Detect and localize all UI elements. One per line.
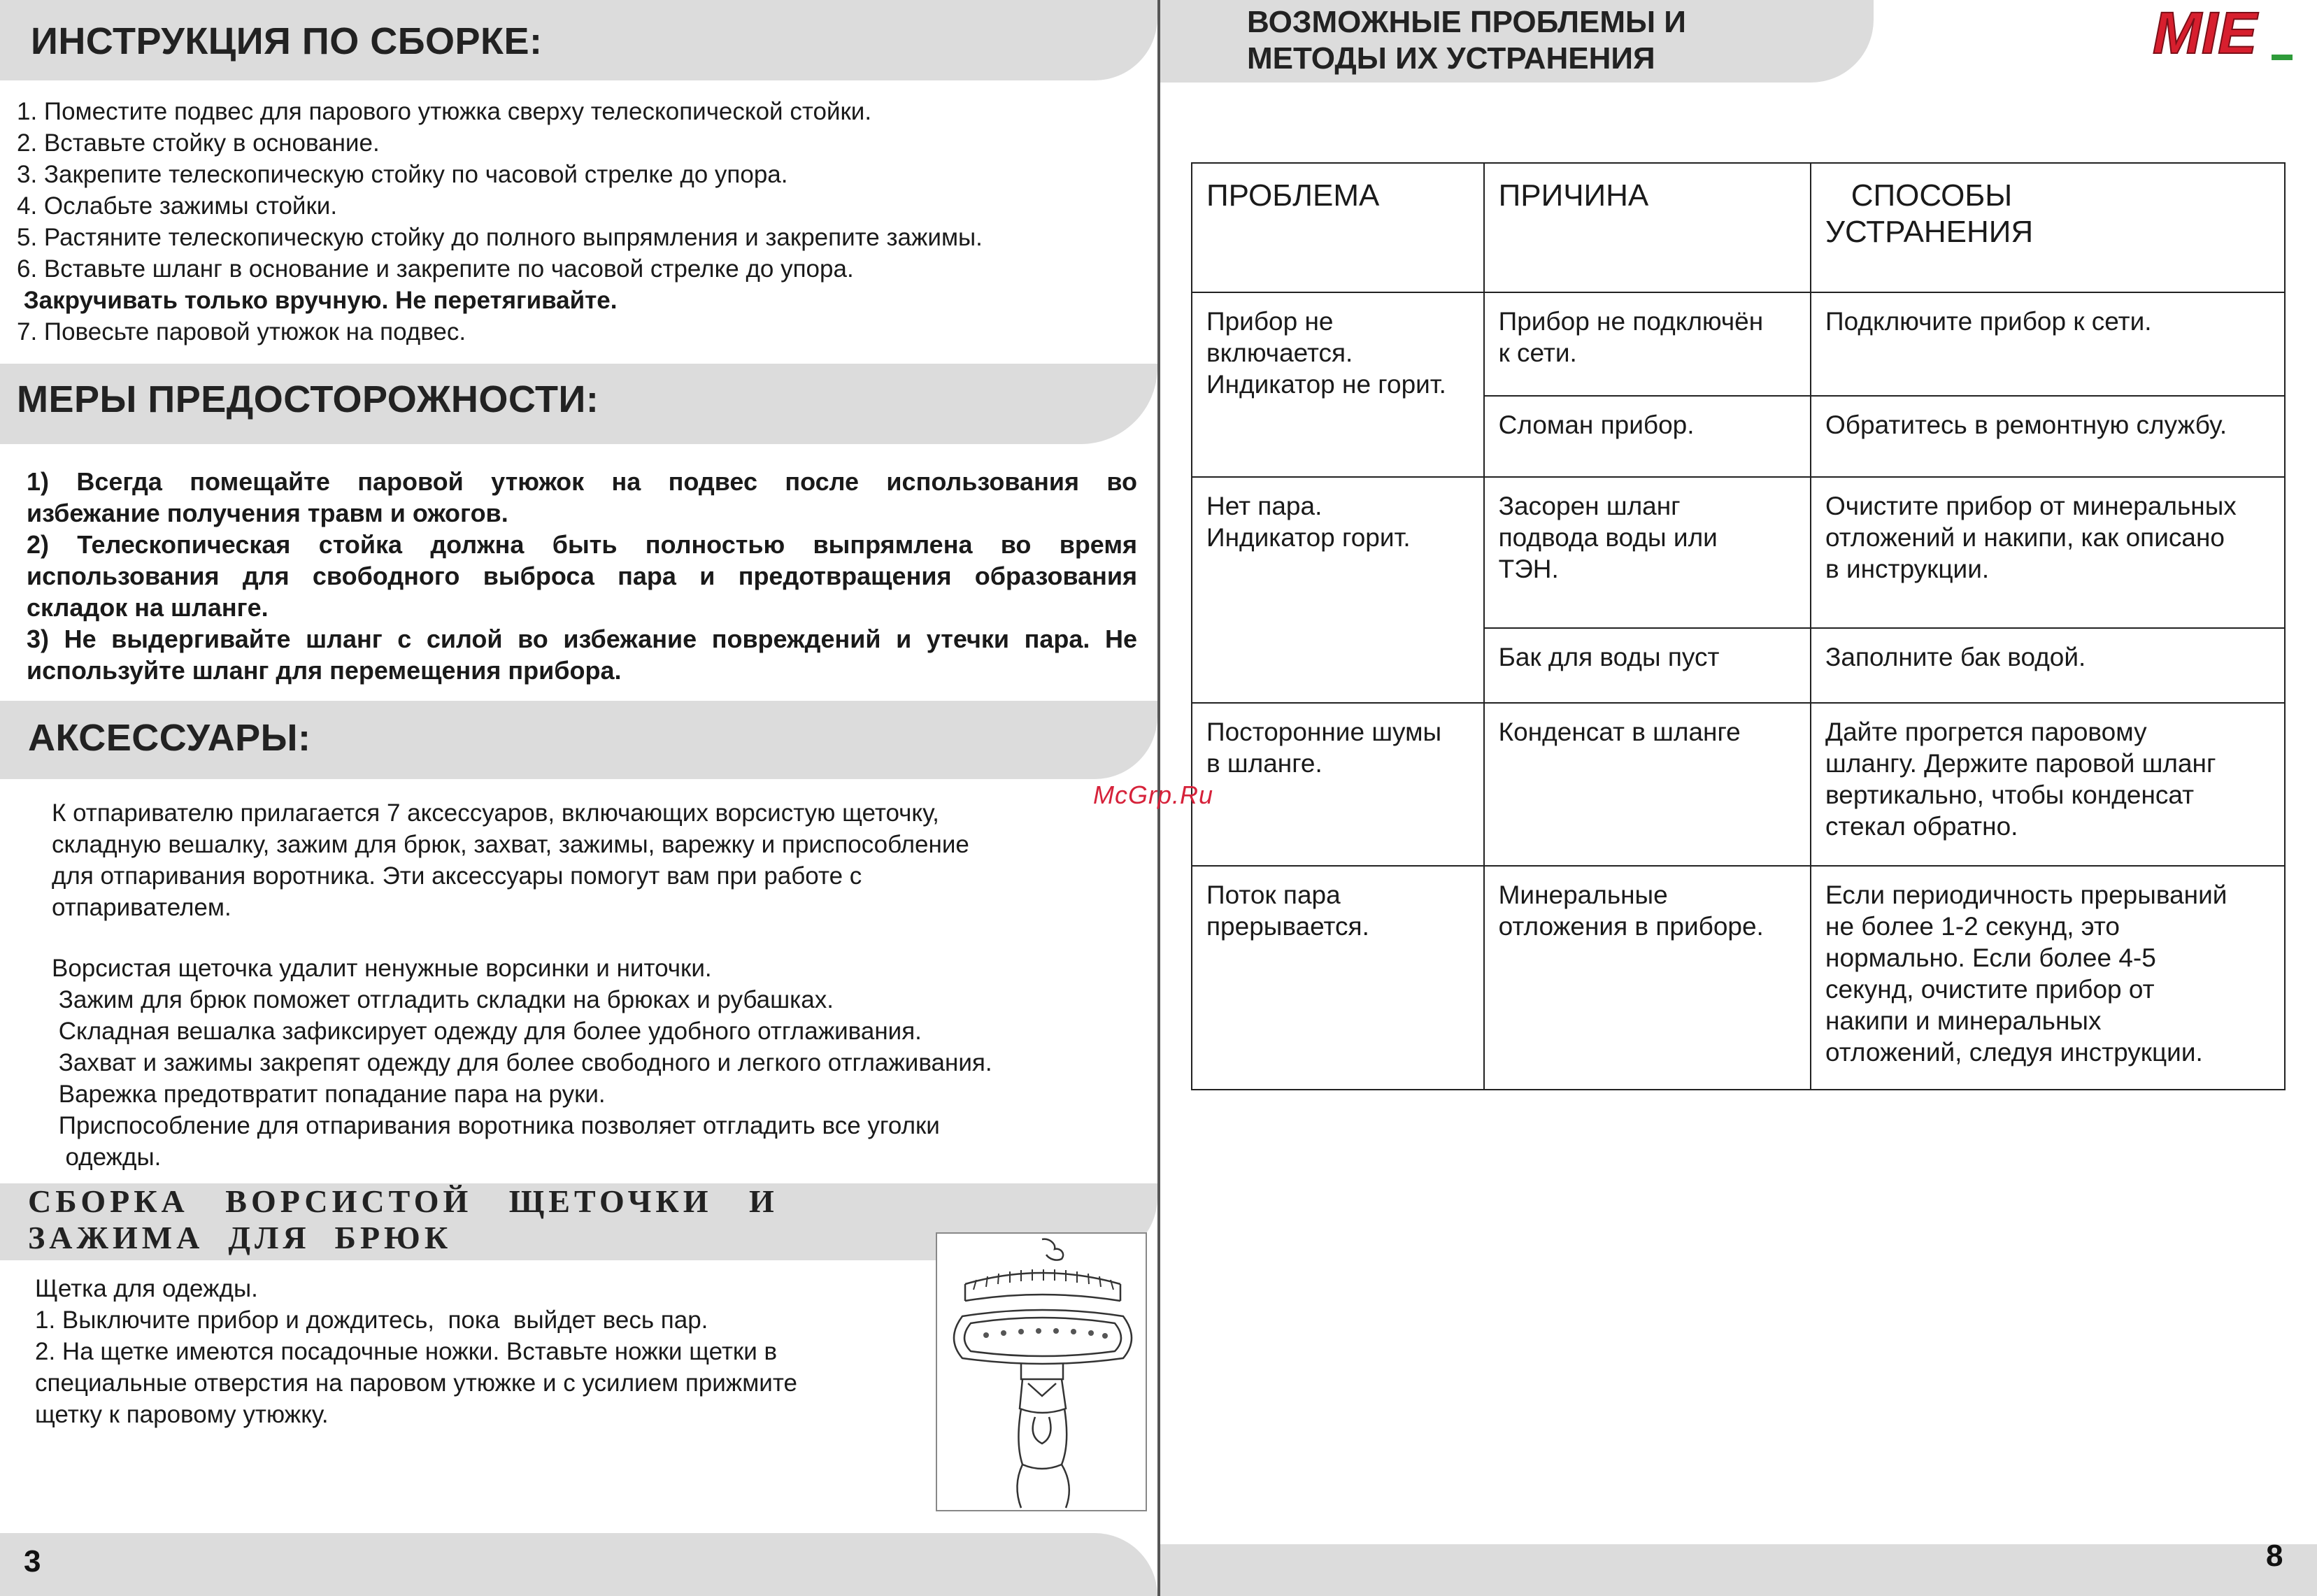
troubleshooting-title [1247, 4, 1686, 77]
accessories-line: К отпаривателю прилагается 7 аксессуаров, включающих ворсистую щеточку, [52, 799, 939, 827]
solution-cell: Заполните бак водой. [1811, 628, 2285, 703]
table-row [1192, 292, 2285, 396]
troubleshooting-table [1191, 162, 2286, 1090]
cause-cell: Конденсат в шланге [1484, 703, 1811, 866]
accessories-line: Варежка предотвратит попадание пара на руки. [52, 1081, 606, 1108]
troubleshooting-title-line: МЕТОДЫ ИХ УСТРАНЕНИЯ [1247, 41, 1655, 76]
problem-cell: Прибор не включается. Индикатор не горит. [1192, 292, 1484, 477]
brush-line: специальные отверстия на паровом утюжке и с усилием прижмите [35, 1369, 797, 1397]
table-row [1192, 703, 2285, 866]
header-solution: СПОСОБЫ УСТРАНЕНИЯ [1811, 163, 2285, 292]
accessories-title: АКСЕССУАРЫ: [28, 717, 311, 759]
assembly-step: 2. Вставьте стойку в основание. [17, 129, 380, 157]
brush-line: щетку к паровому утюжку. [35, 1401, 329, 1428]
brush-line: 1. Выключите прибор и дождитесь, пока выйдет весь пар. [35, 1306, 708, 1334]
table-row [1192, 477, 2285, 628]
brush-illustration [936, 1232, 1147, 1511]
accessories-line: складную вешалку, зажим для брюк, захват, зажимы, варежку и приспособление [52, 831, 969, 858]
accessories-line: Зажим для брюк поможет отгладить складки на брюках и рубашках. [52, 986, 834, 1013]
precautions-text [27, 466, 1137, 686]
brush-line: 2. На щетке имеются посадочные ножки. Вставьте ножки щетки в [35, 1338, 778, 1365]
problem-cell: Посторонние шумы в шланге. [1192, 703, 1484, 866]
assembly-warning: Закручивать только вручную. Не перетягивайте. [17, 287, 618, 314]
brush-line: Щетка для одежды. [35, 1275, 258, 1302]
logo-flag-icon [2272, 55, 2293, 60]
cause-cell: Прибор не подключён к сети. [1484, 292, 1811, 396]
brush-drawing-icon [937, 1234, 1146, 1510]
brush-title-line: СБОРКА ВОРСИСТОЙ ЩЕТОЧКИ И [28, 1183, 778, 1219]
mie-logo [2148, 1, 2295, 63]
assembly-step: 3. Закрепите телескопическую стойку по часовой стрелке до упора. [17, 161, 788, 188]
left-page-number: 3 [24, 1544, 41, 1579]
solution-cell: Очистите прибор от минеральных отложений и накипи, как описано в инструкции. [1811, 477, 2285, 628]
brush-title-line: ЗАЖИМА ДЛЯ БРЮК [28, 1220, 452, 1255]
precaution-line: 2) Телескопическая стойка должна быть полностью выпрямлена во время [27, 530, 1137, 559]
header-problem: ПРОБЛЕМА [1192, 163, 1484, 292]
precaution-line: избежание получения травм и ожогов. [27, 499, 508, 527]
brush-title [28, 1183, 778, 1256]
assembly-title: ИНСТРУКЦИЯ ПО СБОРКЕ: [31, 20, 543, 62]
right-page-number: 8 [2266, 1539, 2283, 1573]
accessories-line: Приспособление для отпаривания воротника позволяет отгладить все уголки [52, 1112, 940, 1139]
problem-cell: Нет пара. Индикатор горит. [1192, 477, 1484, 703]
cause-cell: Сломан прибор. [1484, 396, 1811, 477]
watermark: McGrp.Ru [1093, 781, 1214, 809]
accessories-line: Складная вешалка зафиксирует одежду для более удобного отглаживания. [52, 1018, 922, 1045]
assembly-step: 5. Растяните телескопическую стойку до полного выпрямления и закрепите зажимы. [17, 224, 983, 251]
cause-cell: Минеральные отложения в приборе. [1484, 866, 1811, 1090]
cause-cell: Засорен шланг подвода воды или ТЭН. [1484, 477, 1811, 628]
accessories-line: Захват и зажимы закрепят одежду для более свободного и легкого отглаживания. [52, 1049, 992, 1076]
logo-text: MIE [2153, 1, 2258, 63]
precaution-line: используйте шланг для перемещения прибора. [27, 656, 622, 685]
accessories-line: одежды. [52, 1143, 162, 1171]
left-footer-banner [0, 1533, 1157, 1596]
solution-cell: Дайте прогрется паровому шлангу. Держите паровой шланг вертикально, чтобы конденсат стекал обратно. [1811, 703, 2285, 866]
accessories-line: Ворсистая щеточка удалит ненужные ворсинки и ниточки. [52, 955, 712, 982]
table-header-row [1192, 163, 2285, 292]
problem-cell: Поток пара прерывается. [1192, 866, 1484, 1090]
accessories-line: отпаривателем. [52, 894, 231, 921]
assembly-step: 6. Вставьте шланг в основание и закрепите по часовой стрелке до упора. [17, 255, 854, 283]
precaution-line: 1) Всегда помещайте паровой утюжок на подвес после использования во [27, 467, 1137, 496]
right-footer-curve [1160, 1516, 2317, 1596]
accessories-intro [52, 797, 969, 923]
troubleshooting-title-line: ВОЗМОЖНЫЕ ПРОБЛЕМЫ И [1247, 5, 1686, 39]
precaution-line: складок на шланге. [27, 593, 269, 622]
cause-cell: Бак для воды пуст [1484, 628, 1811, 703]
table-row [1192, 866, 2285, 1090]
solution-cell: Если периодичность прерываний не более 1-2 секунд, это нормально. Если более 4-5 секунд, очистите прибор от накипи и минеральных отложений, следуя инструкции. [1811, 866, 2285, 1090]
solution-cell: Обратитесь в ремонтную службу. [1811, 396, 2285, 477]
precautions-title: МЕРЫ ПРЕДОСТОРОЖНОСТИ: [17, 378, 599, 420]
accessories-details [52, 953, 992, 1173]
assembly-step: 4. Ослабьте зажимы стойки. [17, 192, 338, 220]
assembly-step: 7. Повесьте паровой утюжок на подвес. [17, 318, 466, 345]
precaution-line: 3) Не выдергивайте шланг с силой во избежание повреждений и утечки пара. Не [27, 625, 1137, 653]
brush-text [35, 1273, 797, 1430]
precaution-line: использования для свободного выброса пара и предотвращения образования [27, 562, 1137, 590]
solution-cell: Подключите прибор к сети. [1811, 292, 2285, 396]
assembly-step: 1. Поместите подвес для парового утюжка сверху телескопической стойки. [17, 98, 872, 125]
accessories-line: для отпаривания воротника. Эти аксессуары помогут вам при работе с [52, 862, 862, 890]
header-cause: ПРИЧИНА [1484, 163, 1811, 292]
assembly-steps [17, 96, 983, 348]
